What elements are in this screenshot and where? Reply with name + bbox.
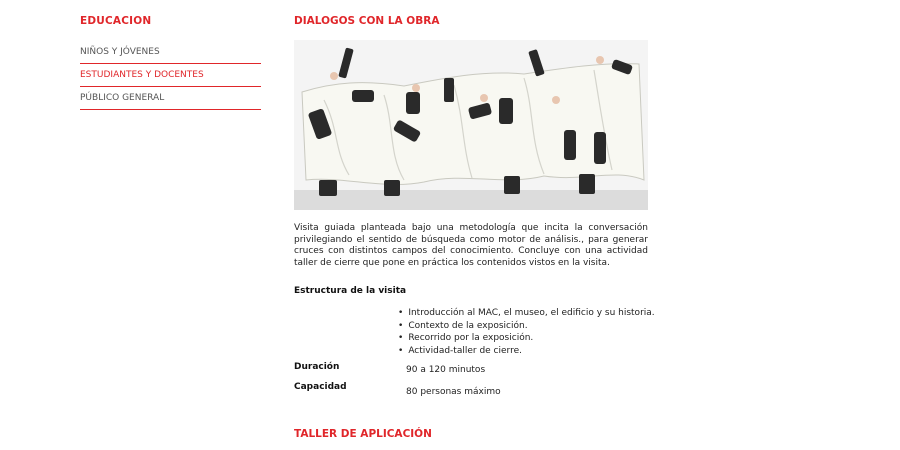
sidebar-item-estudiantes-docentes[interactable]: ESTUDIANTES Y DOCENTES (80, 64, 261, 87)
structure-heading: Estructura de la visita (294, 286, 407, 296)
next-section-title[interactable]: TALLER DE APLICACIÓN (294, 428, 432, 440)
visit-description: Visita guiada planteada bajo una metodología que incita la conversación privilegiando el sentido de búsqueda como motor de análisis., para generar cruces con distintos campos del conocimiento. Concluye con una actividad taller de cierre que pone en práctica los contenidos vistos en la visita. (294, 223, 648, 268)
artwork-photo (294, 40, 648, 210)
section-title: DIALOGOS CON LA OBRA (294, 15, 440, 27)
sidebar-item-publico-general[interactable]: PÚBLICO GENERAL (80, 87, 261, 110)
sidebar-item-ninos-jovenes[interactable]: NIÑOS Y JÓVENES (80, 41, 261, 64)
list-item: • Recorrido por la exposición. (398, 332, 655, 345)
duration-label: Duración (294, 362, 340, 372)
sidebar-title: EDUCACION (80, 15, 152, 27)
duration-value: 90 a 120 minutos (406, 365, 486, 375)
capacity-value: 80 personas máximo (406, 387, 501, 397)
list-item: • Contexto de la exposición. (398, 320, 655, 333)
list-item: • Actividad-taller de cierre. (398, 345, 655, 358)
structure-list (398, 307, 655, 357)
list-item: • Introducción al MAC, el museo, el edificio y su historia. (398, 307, 655, 320)
capacity-label: Capacidad (294, 382, 347, 392)
hero-photo (294, 40, 648, 210)
sidebar-nav (80, 41, 261, 110)
